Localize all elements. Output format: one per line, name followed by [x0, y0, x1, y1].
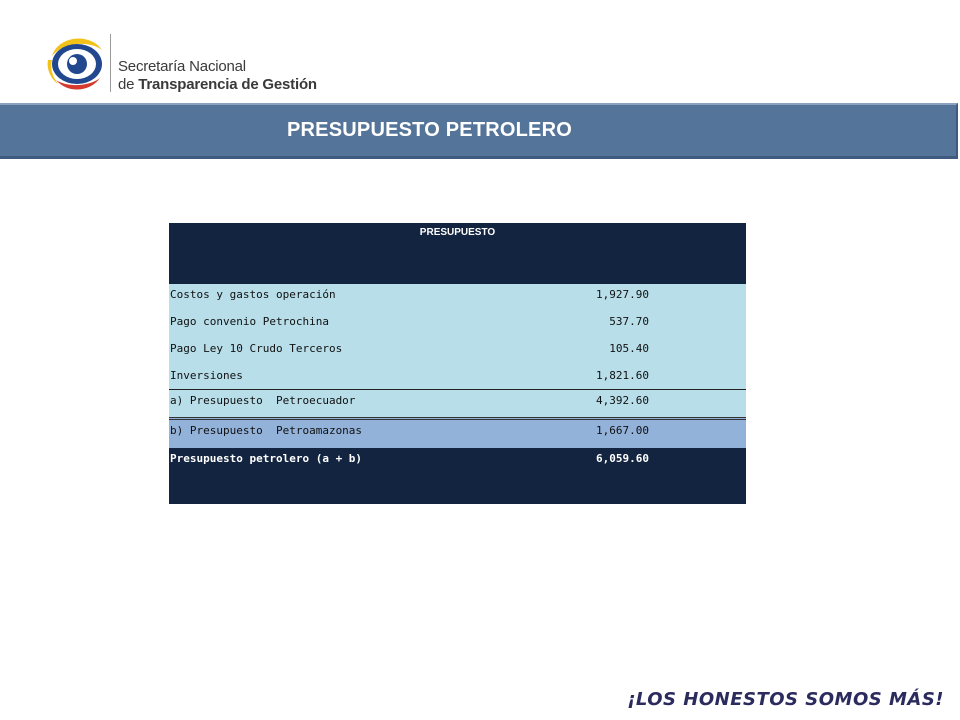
- row-label: Inversiones: [170, 369, 243, 382]
- row-label: Pago Ley 10 Crudo Terceros: [170, 342, 343, 355]
- row-label: b) Presupuesto Petroamazonas: [170, 424, 363, 437]
- page-title: PRESUPUESTO PETROLERO: [287, 119, 572, 141]
- institution-name-prefix: de: [118, 76, 139, 93]
- total-value: 6,059.60: [596, 452, 649, 465]
- logo-divider: [110, 34, 111, 92]
- row-value: 1,821.60: [596, 369, 649, 382]
- table-row: [169, 365, 746, 389]
- subtotal-row-petroecuador: [169, 389, 746, 417]
- table-row: [169, 311, 746, 338]
- eye-logo-icon: [46, 30, 108, 96]
- row-value: 1,667.00: [596, 424, 649, 437]
- table-row: [169, 284, 746, 311]
- row-value: 1,927.90: [596, 288, 649, 301]
- table-row: [169, 338, 746, 365]
- institution-name-line1: Secretaría Nacional: [118, 58, 246, 75]
- institution-name: [118, 58, 317, 94]
- budget-table-header: [169, 223, 746, 284]
- total-row: [169, 448, 746, 504]
- institution-logo: [46, 30, 346, 100]
- row-value: 537.70: [609, 315, 649, 328]
- budget-table: [169, 223, 746, 504]
- row-value: 4,392.60: [596, 394, 649, 407]
- institution-name-bold: Transparencia de Gestión: [138, 76, 317, 93]
- row-label: Pago convenio Petrochina: [170, 315, 329, 328]
- subtotal-row-petroamazonas: [169, 417, 746, 448]
- budget-table-header-label: PRESUPUESTO: [419, 227, 496, 238]
- row-label: a) Presupuesto Petroecuador: [170, 394, 356, 407]
- row-value: 105.40: [609, 342, 649, 355]
- row-label: Costos y gastos operación: [170, 288, 336, 301]
- institution-name-line2: [118, 76, 317, 94]
- title-banner: [0, 103, 958, 159]
- total-label: Presupuesto petrolero (a + b): [170, 452, 363, 465]
- footer-slogan: ¡LOS HONESTOS SOMOS MÁS!: [627, 689, 944, 710]
